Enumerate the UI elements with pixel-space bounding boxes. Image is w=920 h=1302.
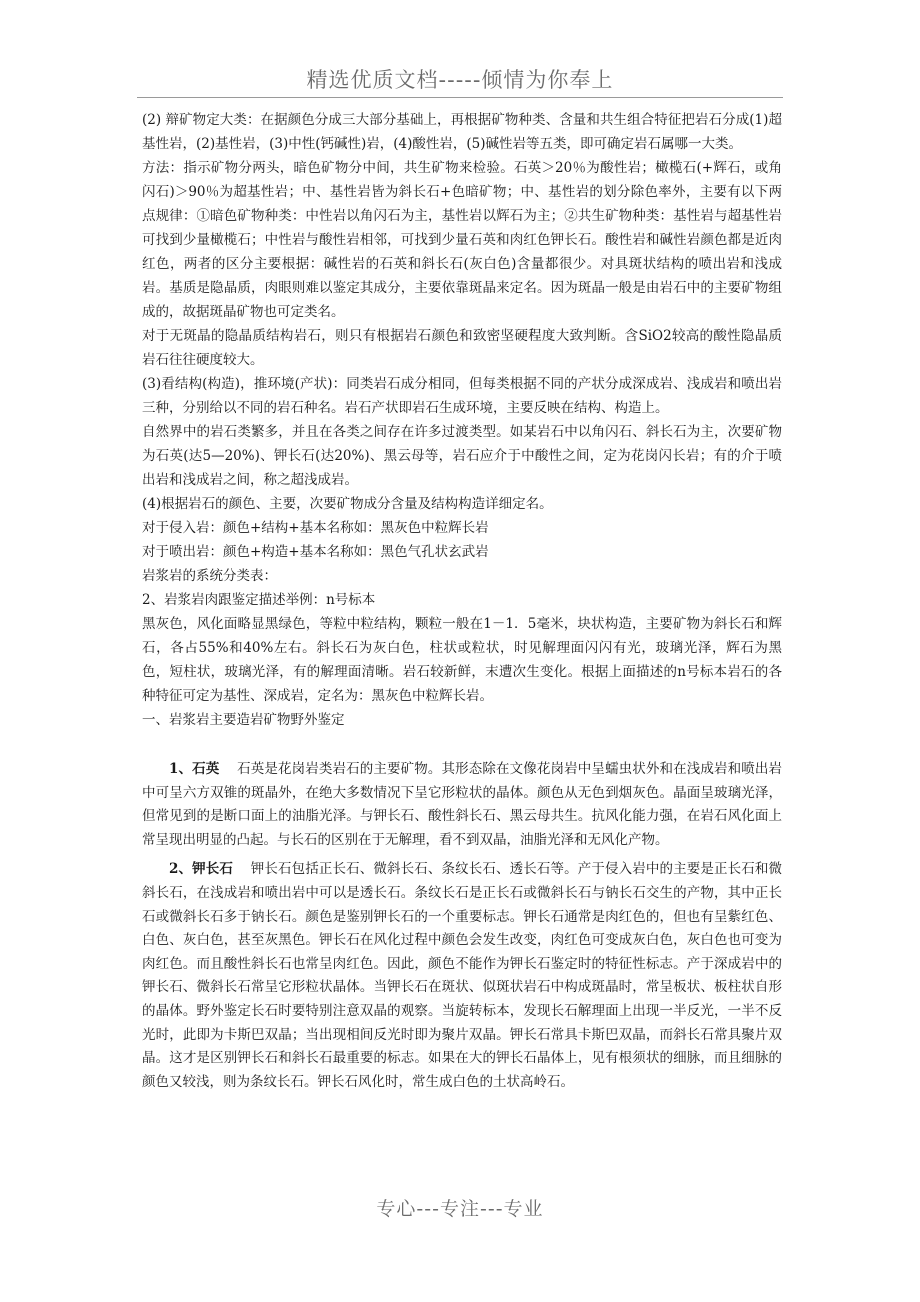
page-footer: 专心---专注---专业 [376, 1198, 544, 1220]
paragraph-k-feldspar [142, 858, 782, 1094]
k-feldspar-heading: 2、钾长石 [169, 861, 234, 878]
paragraph-quartz [142, 758, 782, 852]
header-divider [137, 97, 783, 98]
paragraph-example-description: 黑灰色，风化面略显黑绿色，等粒中粒结构，颗粒一般在1－1．5毫米，块状构造，主要矿物为斜长石和辉石，各占55%和40%左右。斜长石为灰白色，柱状或粒状，时见解理面闪闪有光，玻璃光泽，辉石为黑色，短柱状，玻璃光泽，有的解理面清晰。岩石较新鲜，末遭次生变化。根据上面描述的n号标本岩石的各种特征可定为基性、深成岩，定名为：黑灰色中粒辉长岩。 [142, 616, 782, 704]
section-spacer [142, 732, 782, 758]
paragraph-detailed-naming: (4)根据岩石的颜色、主要，次要矿物成分含量及结构构造详细定名。 [142, 496, 553, 512]
paragraph-transitional-types: 自然界中的岩石类繁多，并且在各类之间存在许多过渡类型。如某岩石中以角闪石、斜长石为主，次要矿物为石英(达5—20%)、钾长石(达20%)、黑云母等，岩石应介于中酸性之间，定为花岗闪长岩；有的介于喷出岩和浅成岩之间，称之超浅成岩。 [142, 424, 782, 488]
section-heading-minerals: 一、岩浆岩主要造岩矿物野外鉴定 [142, 712, 345, 728]
k-feldspar-text: 钾长石包括正长石、微斜长石、条纹长石、透长石等。产于侵入岩中的主要是正长石和微斜长石，在浅成岩和喷出岩中可以是透长石。条纹长石是正长石或微斜长石与钠长石交生的产物，其中正长石或微斜长石多于钠长石。颜色是鉴别钾长石的一个重要标志。钾长石通常是肉红色的，但也有呈紫红色、白色、灰白色，甚至灰黑色。钾长石在风化过程中颜色会发生改变，肉红色可变成灰白色，灰白色也可变为肉红色。而且酸性斜长石也常呈肉红色。因此，颜色不能作为钾长石鉴定时的特征性标志。产于深成岩中的钾长石、微斜长石常呈它形粒状晶体。当钾长石在斑状、似斑状岩石中构成斑晶时，常呈板状、板柱状自形的晶体。野外鉴定长石时要特别注意双晶的观察。当旋转标本，发现长石解理面上出现一半反光，一半不反光时，此即为卡斯巴双晶；当出现相间反光时即为聚片双晶。钾长石常具卡斯巴双晶，而斜长石常具聚片双晶。这才是区别钾长石和斜长石最重要的标志。如果在大的钾长石晶体上，见有根须状的细脉，而且细脉的颜色又较浅，则为条纹长石。钾长石风化时，常生成白色的土状高岭石。 [142, 861, 782, 1090]
document-body [142, 108, 782, 1100]
paragraph-method: 方法：指示矿物分两头，暗色矿物分中间，共生矿物来检验。石英＞20％为酸性岩；橄榄石(+辉石，或角闪石)＞90％为超基性岩；中、基性岩皆为斜长石+色暗矿物；中、基性岩的划分除色率外，主要有以下两点规律：①暗色矿物种类：中性岩以角闪石为主，基性岩以辉石为主；②共生矿物种类：基性岩与超基性岩可找到少量橄榄石；中性岩与酸性岩相邻，可找到少量石英和肉红色钾长石。酸性岩和碱性岩颜色都是近肉红色，两者的区分主要根据：碱性岩的石英和斜长石(灰白色)含量都很少。对具斑状结构的喷出岩和浅成岩。基质是隐晶质，肉眼则难以鉴定其成分，主要依靠斑晶来定名。因为斑晶一般是由岩石中的主要矿物组成的，故据斑晶矿物也可定类名。 [142, 160, 782, 320]
paragraph-aphanitic: 对于无斑晶的隐晶质结构岩石，则只有根据岩石颜色和致密坚硬程度大致判断。含SiO2较高的酸性隐晶质岩石往往硬度较大。 [142, 328, 782, 368]
paragraph-extrusive-naming: 对于喷出岩：颜色+构造+基本名称如：黑色气孔状玄武岩 [142, 544, 489, 560]
paragraph-classification-table: 岩浆岩的系统分类表： [142, 568, 277, 584]
paragraph-structure-environment: (3)看结构(构造)，推环境(产状)：同类岩石成分相同，但每类根据不同的产状分成深成岩、浅成岩和喷出岩三种，分别给以不同的岩石种名。岩石产状即岩石生成环境，主要反映在结构、构造上。 [142, 376, 782, 416]
quartz-text: 石英是花岗岩类岩石的主要矿物。其形态除在文像花岗岩中呈蠕虫状外和在浅成岩和喷出岩中可呈六方双锥的斑晶外，在绝大多数情况下呈它形粒状的晶体。颜色从无色到烟灰色。晶面呈玻璃光泽，但常见到的是断口面上的油脂光泽。与钾长石、酸性斜长石、黑云母共生。抗风化能力强，在岩石风化面上常呈现出明显的凸起。与长石的区别在于无解理，看不到双晶，油脂光泽和无风化产物。 [142, 761, 782, 848]
quartz-heading: 1、石英 [169, 761, 220, 777]
paragraph-example-heading: 2、岩浆岩肉跟鉴定描述举例：n号标本 [142, 592, 376, 608]
paragraph-intrusive-naming: 对于侵入岩：颜色+结构+基本名称如：黑灰色中粒辉长岩 [142, 520, 489, 536]
paragraph-classify-minerals: (2) 辩矿物定大类：在据颜色分成三大部分基础上，再根据矿物种类、含量和共生组合特征把岩石分成(1)超基性岩，(2)基性岩，(3)中性(钙碱性)岩，(4)酸性岩，(5)碱性岩等五类，即可确定岩石属哪一大类。 [142, 112, 782, 152]
page-header: 精选优质文档-----倾情为你奉上 [306, 68, 614, 92]
